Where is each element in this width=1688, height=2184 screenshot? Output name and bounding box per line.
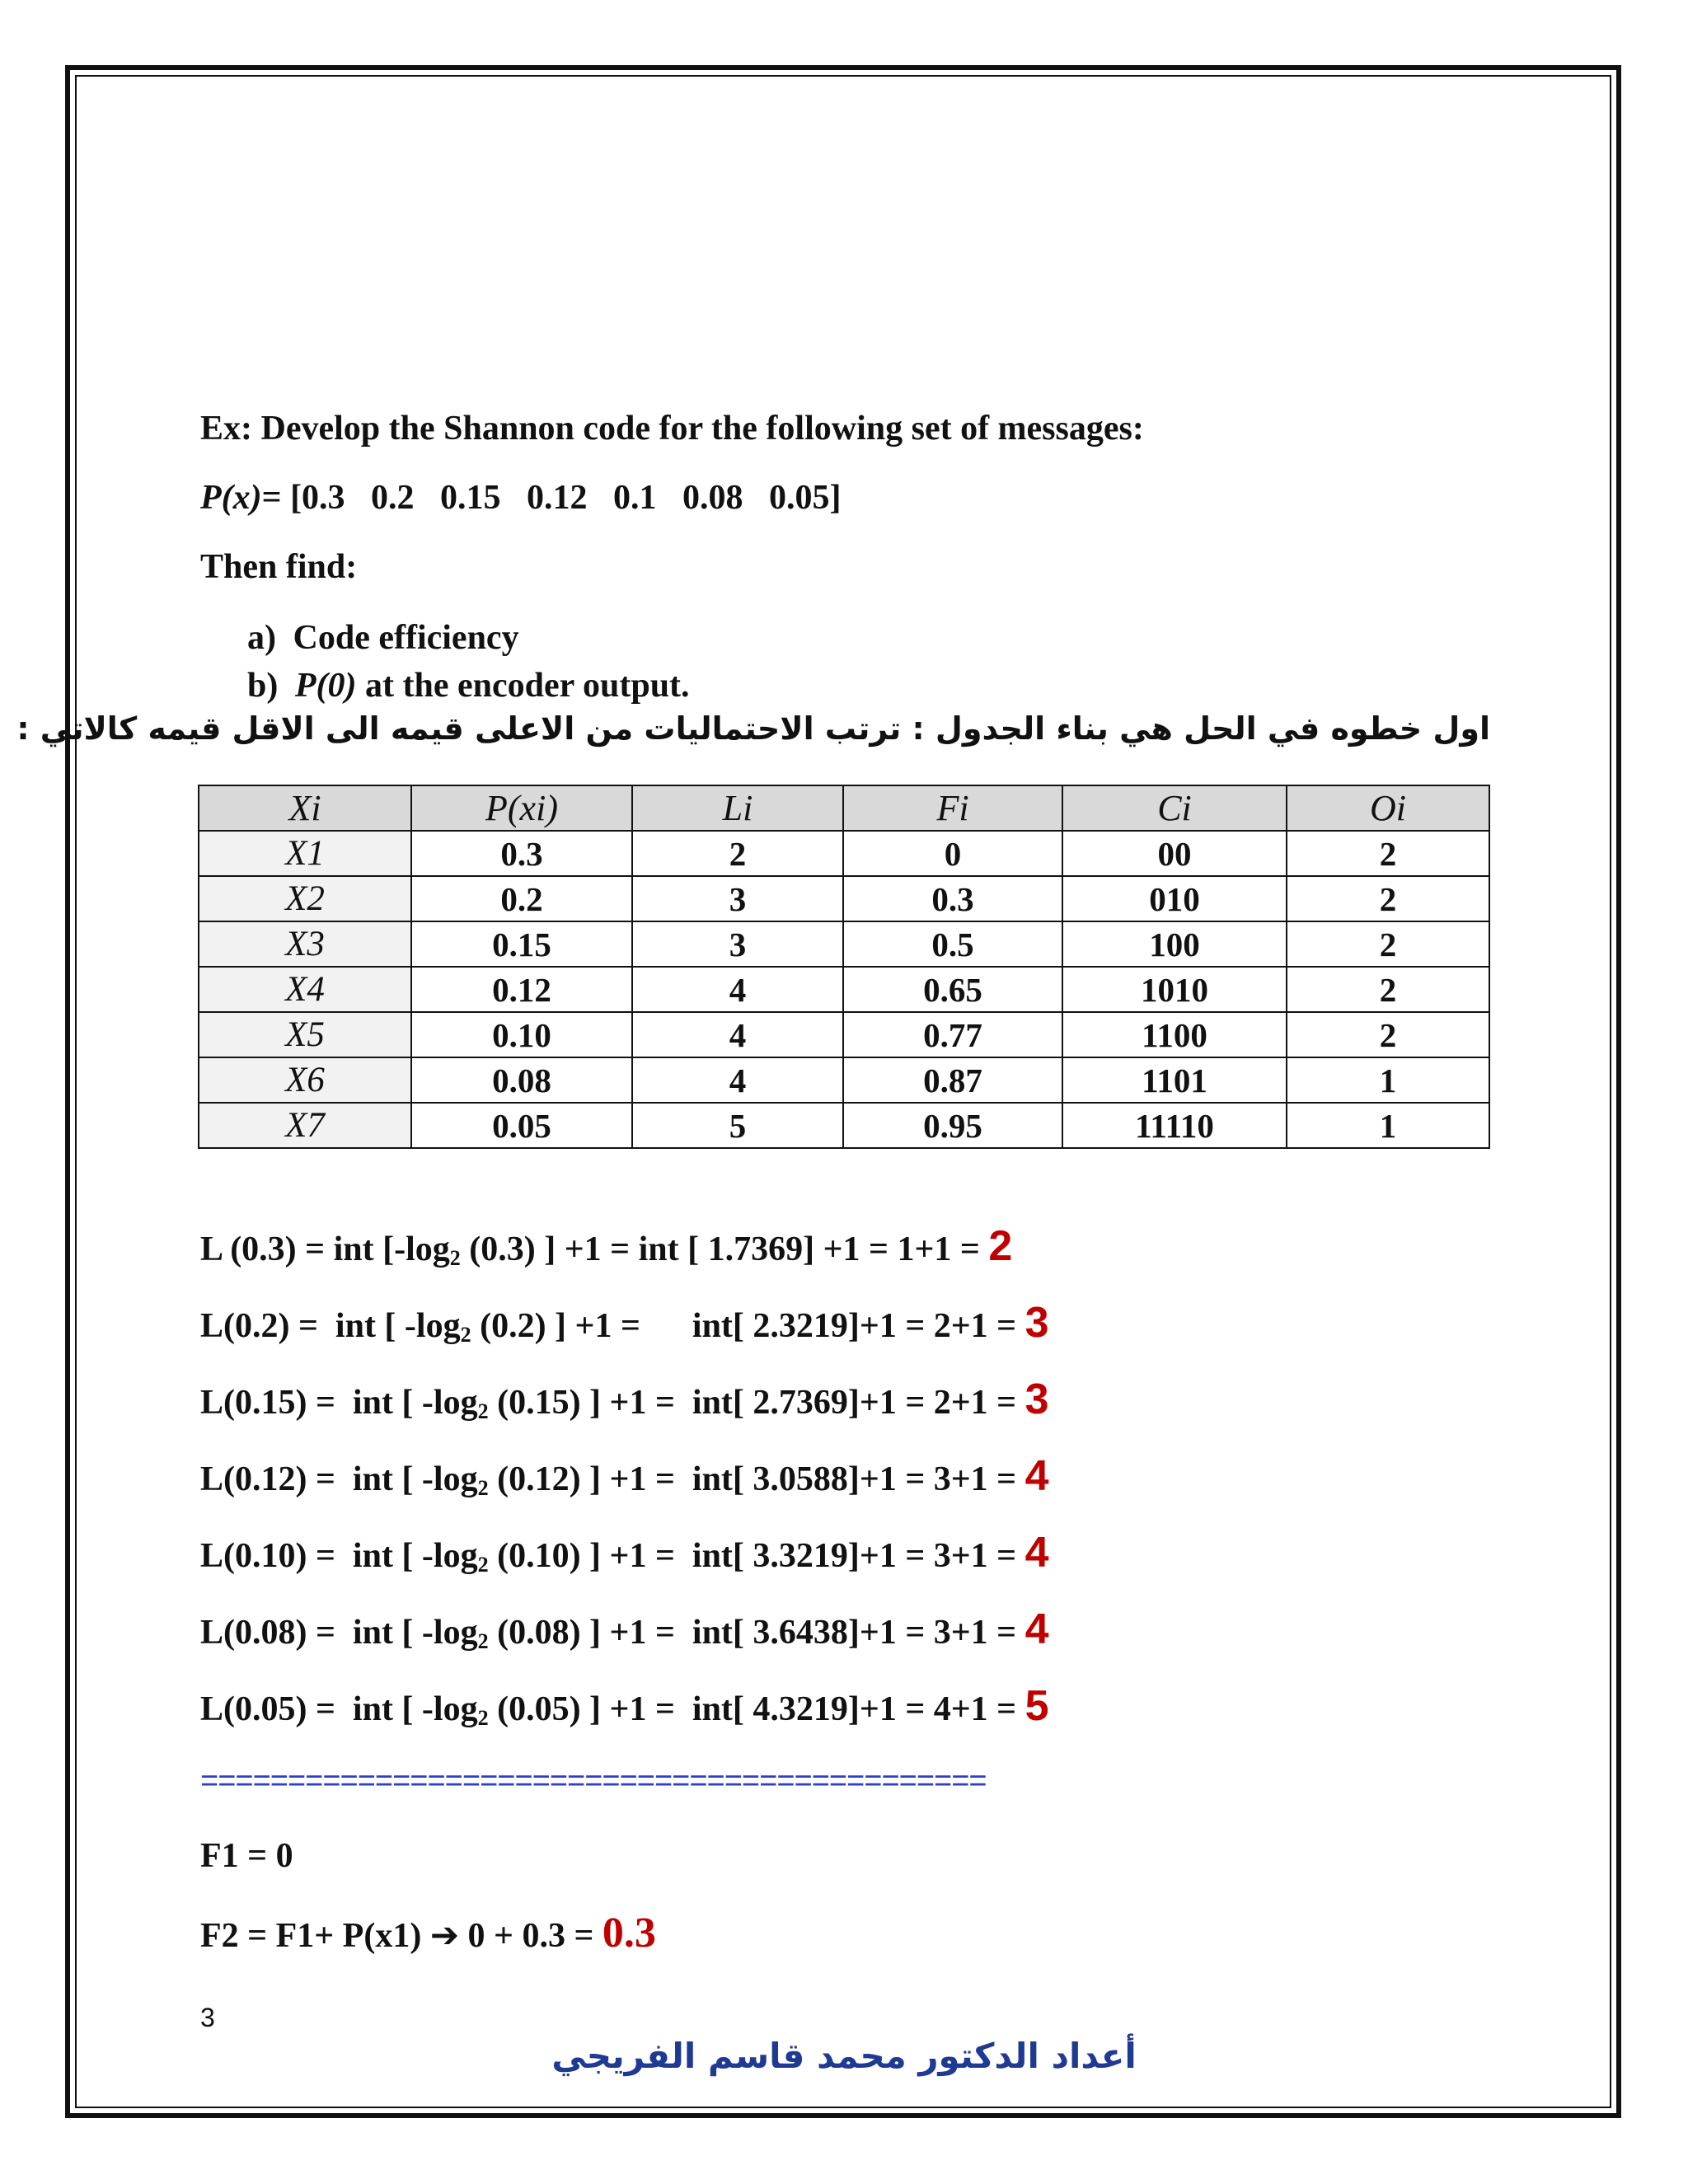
calc-rhs: (0.05) ] +1 = int[ 4.3219]+1 = 4+1 =	[488, 1690, 1025, 1728]
f2-text: F2 = F1+ P(x1)	[200, 1917, 430, 1955]
arabic-instruction: اول خطوه في الحل هي بناء الجدول : ترتب الاحتماليات من الاعلى قيمه الى الاقل قيمه كالاتي :	[16, 710, 1490, 747]
calc-rhs: (0.2) ] +1 = int[ 2.3219]+1 = 2+1 =	[471, 1307, 1025, 1345]
cell-li: 2	[632, 831, 843, 876]
cell-xi: X4	[199, 967, 411, 1012]
header-ci: Ci	[1062, 785, 1287, 831]
cell-pxi: 0.3	[411, 831, 632, 876]
page-number: 3	[200, 2003, 215, 2032]
calc-result: 4	[1025, 1452, 1049, 1500]
item-a-marker: a)	[247, 619, 276, 657]
cell-pxi: 0.12	[411, 967, 632, 1012]
calc-base: 2	[477, 1399, 489, 1423]
table-row	[199, 1057, 1489, 1103]
px-label: P(x)	[200, 479, 262, 517]
question-title: Ex: Develop the Shannon code for the following set of messages:	[200, 410, 1144, 448]
f1-line: F1 = 0	[200, 1837, 293, 1875]
header-li: Li	[632, 785, 843, 831]
cell-oi: 2	[1287, 876, 1489, 921]
cell-ci: 11110	[1062, 1103, 1287, 1148]
calc-base: 2	[477, 1553, 489, 1577]
cell-oi: 2	[1287, 1012, 1489, 1057]
cell-pxi: 0.2	[411, 876, 632, 921]
calc-base: 2	[477, 1476, 489, 1500]
item-b	[247, 666, 690, 705]
header-pxi: P(xi)	[411, 785, 632, 831]
header-fi: Fi	[843, 785, 1062, 831]
table-row	[199, 1012, 1489, 1057]
author-credit: أعداد الدكتور محمد قاسم الفريجي	[551, 2036, 1137, 2076]
cell-oi: 2	[1287, 921, 1489, 967]
calc-rhs: (0.15) ] +1 = int[ 2.7369]+1 = 2+1 =	[488, 1384, 1025, 1422]
calc-result: 2	[988, 1222, 1013, 1270]
f2-result: 0.3	[602, 1910, 656, 1957]
calc-rhs: (0.10) ] +1 = int[ 3.3219]+1 = 3+1 =	[488, 1537, 1025, 1575]
px-values: = [0.3 0.2 0.15 0.12 0.1 0.08 0.05]	[261, 479, 842, 517]
cell-xi: X6	[199, 1057, 411, 1103]
table-row	[199, 1103, 1489, 1148]
cell-li: 4	[632, 967, 843, 1012]
cell-pxi: 0.08	[411, 1057, 632, 1103]
calc-lhs: L(0.12) = int [ -log	[200, 1460, 478, 1498]
calc-result: 3	[1025, 1376, 1049, 1423]
cell-pxi: 0.10	[411, 1012, 632, 1057]
shannon-code-table	[198, 785, 1490, 1149]
cell-xi: X7	[199, 1103, 411, 1148]
calc-rhs: (0.3) ] +1 = int [ 1.7369] +1 = 1+1 =	[460, 1230, 989, 1268]
calc-lhs: L(0.2) = int [ -log	[200, 1307, 461, 1345]
calc-lhs: L(0.10) = int [ -log	[200, 1537, 478, 1575]
cell-fi: 0.5	[843, 921, 1062, 967]
calc-rhs: (0.08) ] +1 = int[ 3.6438]+1 = 3+1 =	[488, 1614, 1025, 1652]
cell-fi: 0.87	[843, 1057, 1062, 1103]
cell-xi: X3	[199, 921, 411, 967]
cell-ci: 00	[1062, 831, 1287, 876]
calc-base: 2	[449, 1246, 461, 1270]
calc-result: 4	[1025, 1529, 1049, 1577]
cell-li: 3	[632, 921, 843, 967]
table-row	[199, 876, 1489, 921]
calc-result: 3	[1025, 1299, 1049, 1347]
cell-oi: 2	[1287, 967, 1489, 1012]
cell-oi: 1	[1287, 1057, 1489, 1103]
length-calc-5	[200, 1528, 1049, 1577]
cell-ci: 1100	[1062, 1012, 1287, 1057]
item-b-var: P(0)	[294, 667, 357, 705]
calc-lhs: L (0.3) = int [-log	[200, 1230, 450, 1268]
cell-pxi: 0.05	[411, 1103, 632, 1148]
cell-li: 4	[632, 1012, 843, 1057]
cell-fi: 0.77	[843, 1012, 1062, 1057]
then-find: Then find:	[200, 548, 358, 586]
calc-rhs: (0.12) ] +1 = int[ 3.0588]+1 = 3+1 =	[488, 1460, 1025, 1498]
calc-lhs: L(0.08) = int [ -log	[200, 1614, 478, 1652]
calc-base: 2	[460, 1323, 471, 1347]
calc-result: 5	[1025, 1682, 1049, 1730]
cell-fi: 0.3	[843, 876, 1062, 921]
header-xi: Xi	[199, 785, 411, 831]
length-calc-7	[200, 1681, 1049, 1731]
cell-oi: 2	[1287, 831, 1489, 876]
cell-fi: 0.95	[843, 1103, 1062, 1148]
cell-ci: 100	[1062, 921, 1287, 967]
calc-lhs: L(0.15) = int [ -log	[200, 1384, 478, 1422]
arrow-right-icon: ➔	[429, 1915, 460, 1955]
length-calc-4	[200, 1451, 1049, 1501]
cell-li: 3	[632, 876, 843, 921]
cell-xi: X5	[199, 1012, 411, 1057]
cell-fi: 0	[843, 831, 1062, 876]
calc-result: 4	[1025, 1605, 1049, 1653]
cell-oi: 1	[1287, 1103, 1489, 1148]
item-a-text: Code efficiency	[293, 619, 519, 657]
length-calc-1	[200, 1221, 1012, 1271]
cell-xi: X2	[199, 876, 411, 921]
item-a	[247, 618, 519, 658]
calc-base: 2	[477, 1629, 489, 1653]
cell-fi: 0.65	[843, 967, 1062, 1012]
cell-ci: 010	[1062, 876, 1287, 921]
cell-xi: X1	[199, 831, 411, 876]
cell-li: 5	[632, 1103, 843, 1148]
header-oi: Oi	[1287, 785, 1489, 831]
cell-ci: 1101	[1062, 1057, 1287, 1103]
length-calc-3	[200, 1375, 1049, 1424]
cell-pxi: 0.15	[411, 921, 632, 967]
length-calc-6	[200, 1605, 1049, 1654]
cell-ci: 1010	[1062, 967, 1287, 1012]
calc-base: 2	[477, 1706, 489, 1730]
length-calc-2	[200, 1298, 1049, 1347]
table-row	[199, 921, 1489, 967]
f2-rest: 0 + 0.3 =	[459, 1917, 603, 1955]
calc-lhs: L(0.05) = int [ -log	[200, 1690, 478, 1728]
table-row	[199, 967, 1489, 1012]
item-b-text: at the encoder output.	[356, 667, 690, 705]
separator-line: =============================================	[200, 1764, 987, 1798]
probability-vector	[200, 478, 842, 518]
item-b-marker: b)	[247, 667, 279, 705]
f2-line	[200, 1909, 656, 1957]
table-header-row	[199, 785, 1489, 831]
cell-li: 4	[632, 1057, 843, 1103]
table-row	[199, 831, 1489, 876]
